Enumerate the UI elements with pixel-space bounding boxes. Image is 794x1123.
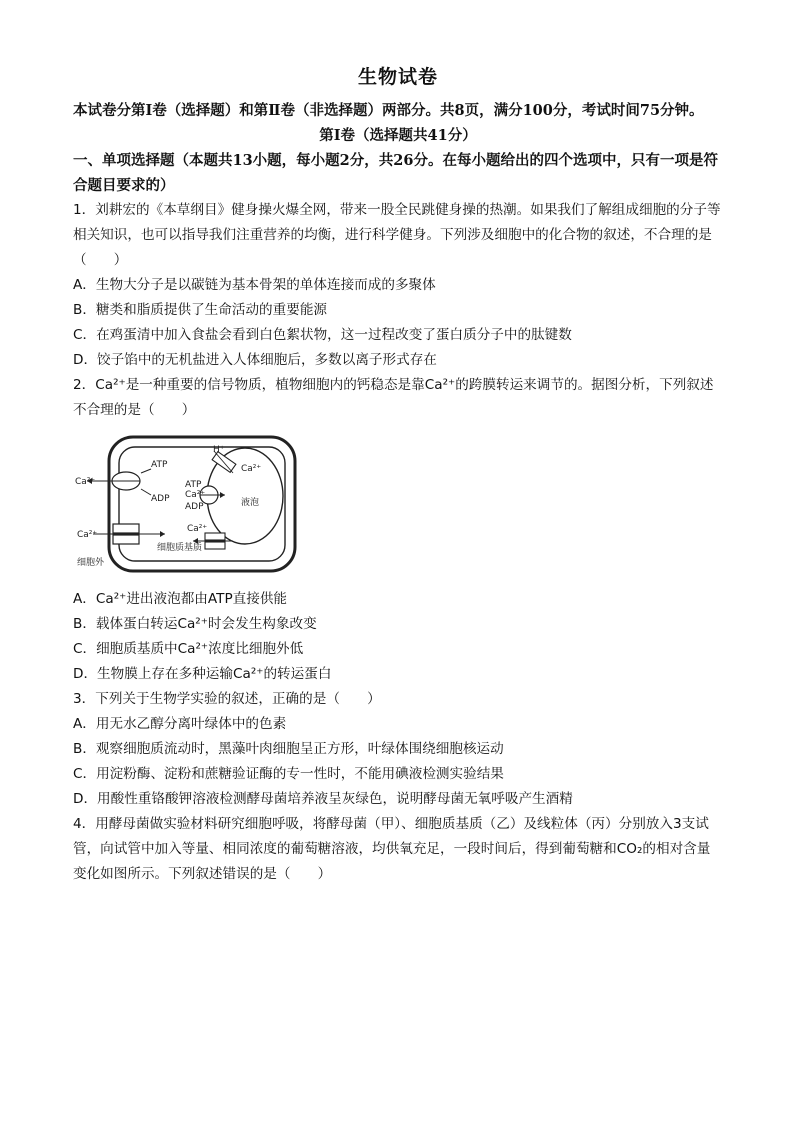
section-title: 第Ⅰ卷（选择题共41分） (319, 127, 477, 144)
option-d: D．生物膜上存在多种运输Ca²⁺的转运蛋白 (73, 666, 332, 682)
option-b: B．观察细胞质流动时，黑藻叶肉细胞呈正方形，叶绿体围绕细胞核运动 (73, 741, 504, 757)
option-d: D．用酸性重铬酸钾溶液检测酵母菌培养液呈灰绿色，说明酵母菌无氧呼吸产生酒精 (73, 791, 573, 807)
question-2 (73, 373, 723, 687)
question-stem: 2．Ca²⁺是一种重要的信号物质，植物细胞内的钙稳态是靠Ca²⁺的跨膜转运来调节的。据图分析，下列叙述不合理的是（ ） (73, 377, 714, 418)
question-stem: 3．下列关于生物学实验的叙述，正确的是（ ） (73, 691, 381, 707)
option-c: C．细胞质基质中Ca²⁺浓度比细胞外低 (73, 641, 304, 657)
section-instruction: 一、单项选择题（本题共13小题，每小题2分，共26分。在每小题给出的四个选项中，只有一项是符合题目要求的） (73, 152, 718, 194)
label-atp-outer: ATP (151, 460, 168, 470)
option-a: A．用无水乙醇分离叶绿体中的色素 (73, 716, 287, 732)
label-ca-outer-top: Ca²⁺ (75, 477, 96, 487)
arrow-head (220, 492, 225, 498)
label-vacuole: 液泡 (241, 498, 260, 508)
calcium-transport-figure (73, 431, 303, 581)
label-ca-vac-mid: Ca²⁺ (185, 490, 206, 500)
cell-calcium-diagram (73, 431, 303, 581)
outer-channel-bottom (113, 535, 139, 544)
question-stem: 1．刘耕宏的《本草纲目》健身操火爆全网，带来一股全民跳健身操的热潮。如果我们了解组成细胞的分子等相关知识，也可以指导我们注重营养的均衡，进行科学健身。下列涉及细胞中的化合物的叙述，不合理的是（ ） (73, 202, 721, 268)
adp-arrow (141, 489, 151, 495)
label-atp-vac: ATP (185, 480, 202, 490)
label-ca-outer-bottom: Ca²⁺ (77, 530, 98, 540)
vacuole-channel-bottom (205, 542, 225, 549)
exam-intro: 本试卷分第Ⅰ卷（选择题）和第Ⅱ卷（非选择题）两部分。共8页，满分100分，考试时间75分钟。 (73, 102, 704, 119)
exam-page (73, 62, 723, 887)
atp-arrow (141, 469, 151, 473)
label-adp-vac: ADP (185, 502, 204, 512)
question-stem: 4．用酵母菌做实验材料研究细胞呼吸，将酵母菌（甲）、细胞质基质（乙）及线粒体（丙）分别放入3支试管，向试管中加入等量、相同浓度的葡萄糖溶液，均供氧充足，一段时间后，得到葡萄糖和CO₂的相对含量变化如图所示。下列叙述错误的是（ ） (73, 816, 711, 882)
question-3 (73, 687, 723, 812)
page-title: 生物试卷 (357, 66, 438, 88)
option-a: A．Ca²⁺进出液泡都由ATP直接供能 (73, 591, 288, 607)
option-b: B．载体蛋白转运Ca²⁺时会发生构象改变 (73, 616, 317, 632)
option-c: C．在鸡蛋清中加入食盐会看到白色絮状物，这一过程改变了蛋白质分子中的肽键数 (73, 327, 572, 343)
option-c: C．用淀粉酶、淀粉和蔗糖验证酶的专一性时，不能用碘液检测实验结果 (73, 766, 504, 782)
label-adp-outer: ADP (151, 494, 170, 504)
label-h-plus: H⁺ (213, 445, 225, 455)
label-ca-vac-bottom: Ca²⁺ (187, 524, 208, 534)
option-b: B．糖类和脂质提供了生命活动的重要能源 (73, 302, 328, 318)
label-ca-vac-top: Ca²⁺ (241, 464, 262, 474)
question-1 (73, 198, 723, 373)
arrow-head (160, 531, 165, 537)
label-cell-outside: 细胞外 (77, 558, 105, 568)
option-a: A．生物大分子是以碳链为基本骨架的单体连接而成的多聚体 (73, 277, 436, 293)
outer-channel-top (113, 524, 139, 533)
option-d: D．饺子馅中的无机盐进入人体细胞后，多数以离子形式存在 (73, 352, 437, 368)
label-cytoplasm: 细胞质基质 (157, 543, 203, 553)
vacuole-channel-top (205, 533, 225, 540)
question-4 (73, 812, 723, 887)
